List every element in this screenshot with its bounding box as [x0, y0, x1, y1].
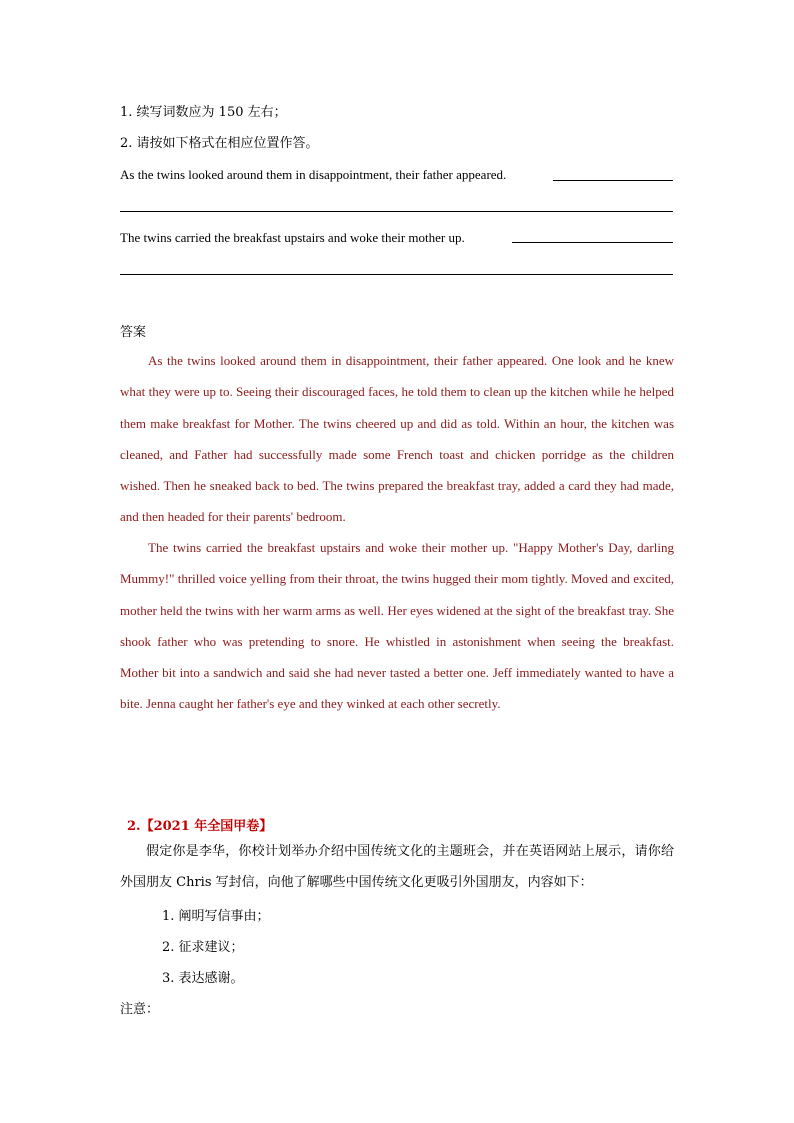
instruction-word-count: 1. 续写词数应为 150 左右；: [120, 105, 287, 120]
writing-blank-line: [553, 180, 673, 181]
writing-blank-line: [512, 242, 673, 243]
requirement-item: 2. 征求建议；: [162, 940, 244, 955]
answer-heading: 答案: [120, 325, 147, 340]
answer-paragraph-1: As the twins looked around them in disappointment, their father appeared. One look and he knew what they were up to. Seeing their discouraged faces, he told them to clean up the kitchen while he helped them make breakfast for Mother. The twins cheered up and did as told. Within an hour, the kitchen was cleaned, and Father had successfully made some French toast and chicken porridge as the children wished. Then he sneaked back to bed. The twins prepared the breakfast tray, added a card they had made, and then headed for their parents' bedroom.: [120, 353, 674, 525]
paragraph1-opening-sentence: As the twins looked around them in disappointment, their father appeared.: [120, 167, 507, 182]
instruction-format: 2. 请按如下格式在相应位置作答。: [120, 136, 319, 151]
section-2-title: 2.【2021 年全国甲卷】: [127, 819, 273, 834]
writing-rule-line: [120, 211, 673, 212]
writing-rule-line: [120, 274, 673, 275]
requirement-item: 3. 表达感谢。: [162, 971, 244, 986]
requirement-item: 1. 阐明写信事由；: [162, 909, 270, 924]
note-label: 注意：: [120, 1002, 160, 1017]
section-2-prompt: 假定你是李华，你校计划举办介绍中国传统文化的主题班会，并在英语网站上展示，请你给外国朋友 Chris 写封信，向他了解哪些中国传统文化更吸引外国朋友，内容如下：: [120, 844, 674, 890]
answer-paragraph-2: The twins carried the breakfast upstairs and woke their mother up. "Happy Mother's Day, darling Mummy!" thrilled voice yelling from their throat, the twins hugged their mom tightly. Moved and excited, mother held the twins with her warm arms as well. Her eyes widened at the sight of the breakfast tray. She shook father who was pretending to snore. He whistled in astonishment when seeing the breakfast. Mother bit into a sandwich and said she had never tasted a better one. Jeff immediately wanted to have a bite. Jenna caught her father's eye and they winked at each other secretly.: [120, 540, 674, 712]
paragraph2-opening-sentence: The twins carried the breakfast upstairs and woke their mother up.: [120, 230, 465, 245]
